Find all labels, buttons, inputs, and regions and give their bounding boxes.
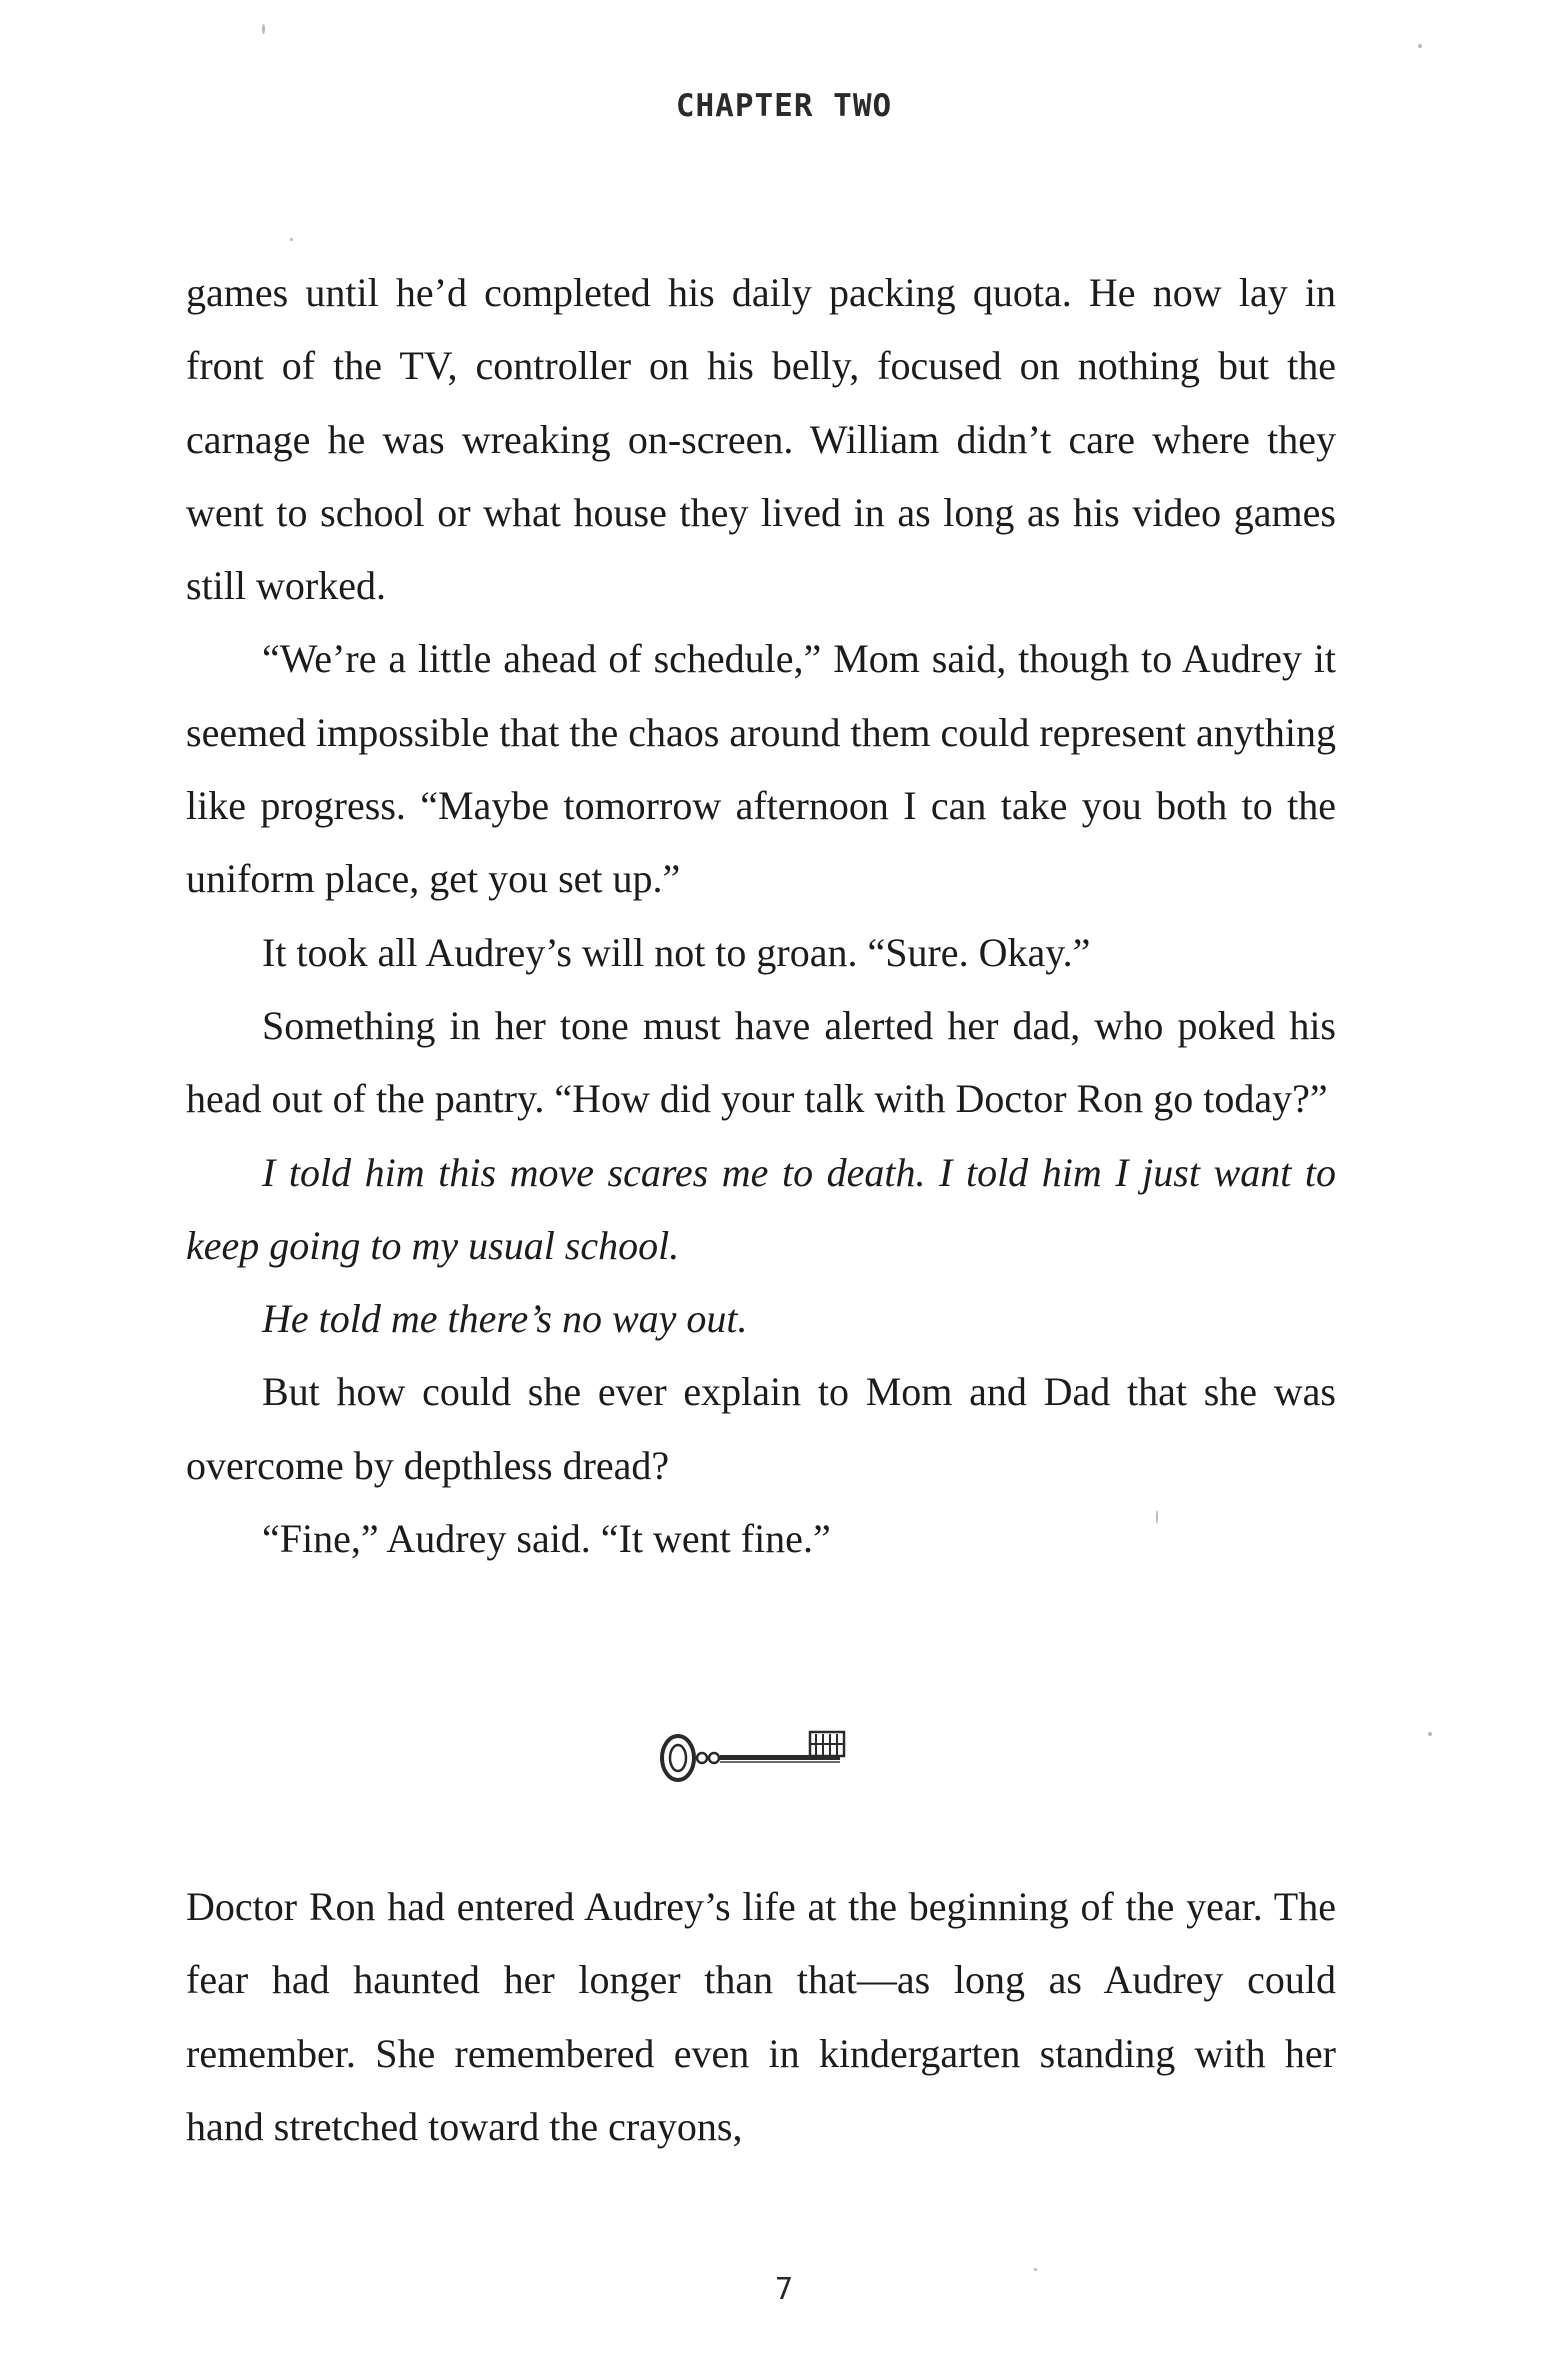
paragraph: But how could she ever explain to Mom and Dad that she was overcome by depthless dread?	[186, 1369, 1336, 1488]
paragraph: “Fine,” Audrey said. “It went fine.”	[262, 1516, 831, 1562]
paragraph: I told him this move scares me to death. I told him I just want to keep going to my usual school.	[186, 1149, 1336, 1268]
scan-speck	[1034, 2268, 1037, 2271]
page-number: 7	[774, 2272, 794, 2307]
paragraph: “We’re a little ahead of schedule,” Mom said, though to Audrey it seemed impossible that the chaos around them could represent anything like progress. “Maybe tomorrow afternoon I can take you both to the uniform place, get you set up.”	[186, 636, 1336, 902]
running-head: CHAPTER TWO	[675, 88, 893, 124]
paragraph: It took all Audrey’s will not to groan. “Sure. Okay.”	[262, 929, 1091, 975]
section-one-text	[186, 256, 1336, 1575]
paragraph: He told me there’s no way out.	[262, 1296, 748, 1342]
paragraph: Something in her tone must have alerted her dad, who poked his head out of the pantry. “How did your talk with Doctor Ron go today?”	[186, 1002, 1336, 1122]
skeleton-key-icon	[650, 1722, 866, 1786]
section-two-text	[186, 1870, 1336, 2163]
scan-speck	[1156, 1510, 1158, 1524]
paragraph: Doctor Ron had entered Audrey’s life at the beginning of the year. The fear had haunted her longer than that—as long as Audrey could remember. She remembered even in kindergarten standing with her hand stretched toward the crayons,	[186, 1884, 1336, 2149]
scan-speck	[1428, 1732, 1432, 1736]
scan-speck	[262, 24, 265, 34]
scan-speck	[290, 238, 293, 241]
paragraph: games until he’d completed his daily packing quota. He now lay in front of the TV, controller on his belly, focused on nothing but the carnage he was wreaking on-screen. William didn’t care where they went to school or what house they lived in as long as his video games still worked.	[186, 270, 1336, 609]
scan-speck	[1418, 44, 1422, 48]
